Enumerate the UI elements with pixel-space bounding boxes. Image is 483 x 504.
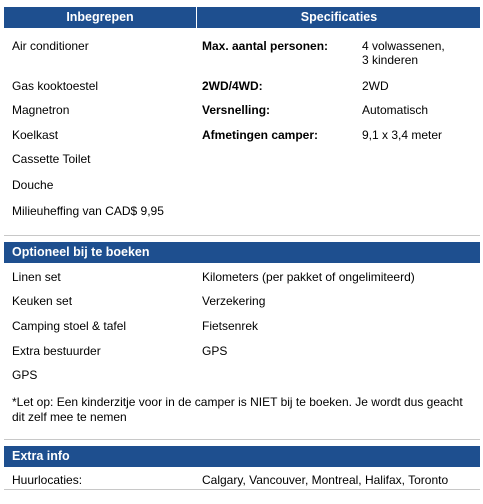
optional-section [4,263,480,381]
included-item: Milieuheffing van CAD$ 9,95 [12,204,164,218]
optional-item: Keuken set [12,294,73,308]
included-specs-section [4,28,480,225]
specs-header: Specificaties [300,10,378,24]
optional-item: Fietsenrek [202,319,259,333]
included-header: Inbegrepen [4,7,197,28]
included-item: Gas kooktoestel [12,79,99,93]
spec-value: 9,1 x 3,4 meter [362,128,443,142]
spec-value: Automatisch [362,103,429,117]
extra-info-label: Huurlocaties: [12,473,83,487]
included-item: Cassette Toilet [12,152,91,166]
optional-item: Camping stoel & tafel [12,319,127,333]
extra-info-value: Calgary, Vancouver, Montreal, Halifax, Toronto [202,473,449,487]
spec-label: Max. aantal personen: [202,39,329,53]
top-header-bar [4,7,480,28]
optional-note: *Let op: Een kinderzitje voor in de camper is NIET bij te boeken. Je wordt dus geacht dit zelf mee te nemen [12,395,463,424]
included-item: Air conditioner [12,39,89,53]
included-item: Douche [12,178,54,192]
optional-item: GPS [202,344,228,358]
spec-label: Versnelling: [202,103,271,117]
divider [4,439,480,440]
spec-value-continued: 3 kinderen [362,53,419,67]
included-item: Koelkast [12,128,59,142]
optional-item: Verzekering [202,294,266,308]
spec-label: 2WD/4WD: [202,79,263,93]
divider [4,235,480,236]
spec-label: Afmetingen camper: [202,128,319,142]
optional-item: Linen set [12,270,61,284]
optional-item: Extra bestuurder [12,344,101,358]
optional-header: Optioneel bij te boeken [4,242,480,263]
optional-item: Kilometers (per pakket of ongelimiteerd) [202,270,415,284]
camper-details-sheet [4,7,480,490]
spec-value: 2WD [362,79,389,93]
extra-info-row [4,467,480,489]
included-item: Magnetron [12,103,70,117]
spec-value: 4 volwassenen, [362,39,445,53]
optional-item: GPS [12,368,38,382]
extra-info-header: Extra info [4,446,480,467]
divider [4,489,480,490]
